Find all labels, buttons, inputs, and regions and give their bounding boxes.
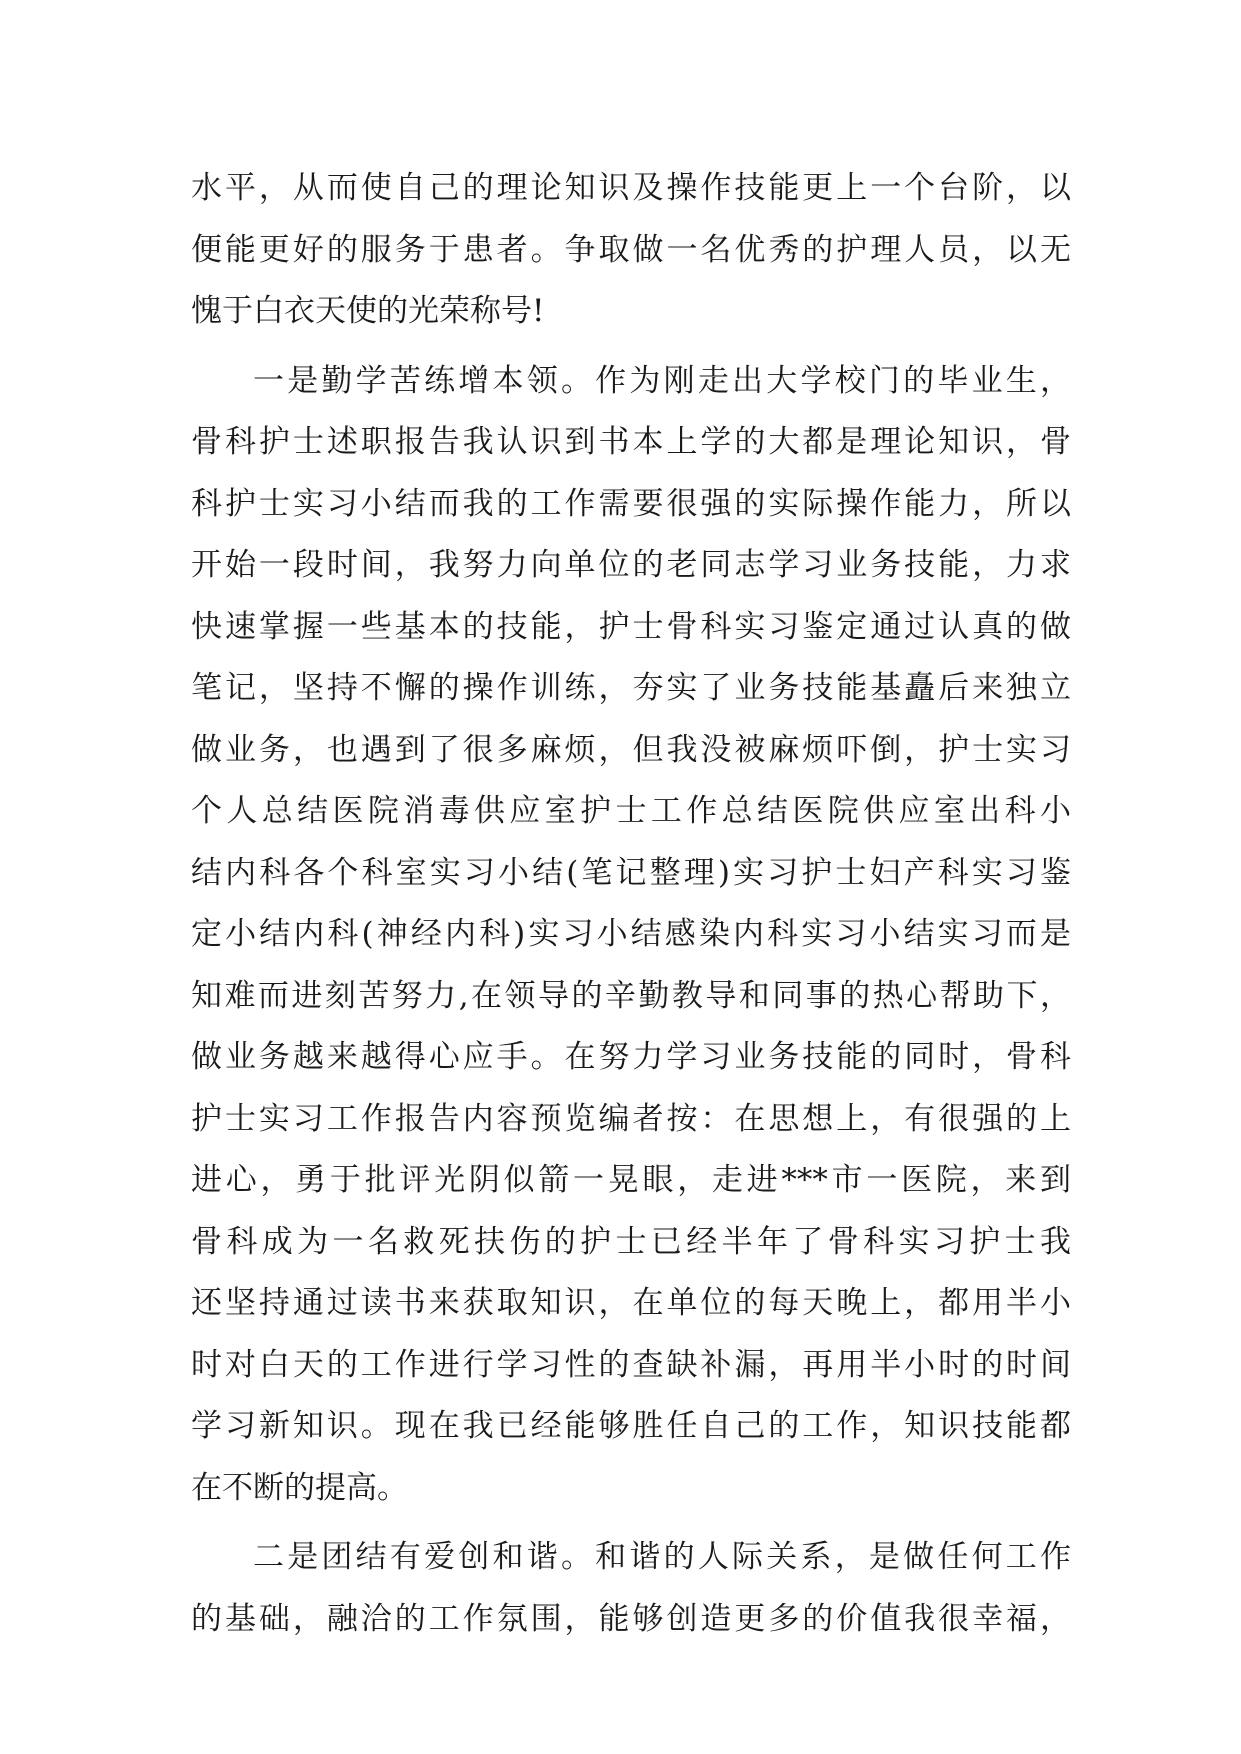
paragraph-point-two — [191, 1527, 1071, 1650]
text-line: 个人总结医院消毒供应室护士工作总结医院供应室出科小 — [191, 793, 1071, 829]
document-body — [191, 158, 1071, 1650]
paragraph-intro-tail — [191, 158, 1071, 343]
paragraph-point-one — [191, 351, 1071, 1520]
text-line: 骨科成为一名救死扶伤的护士已经半年了骨科实习护士我 — [191, 1223, 1071, 1260]
text-line: 二是团结有爱创和谐。和谐的人际关系，是做任何工作 — [253, 1539, 1071, 1575]
text-line: 骨科护士述职报告我认识到书本上学的大都是理论知识，骨 — [191, 424, 1071, 460]
text-line: 做业务越来越得心应手。在努力学习业务技能的同时，骨科 — [191, 1039, 1071, 1075]
text-line: 快速掌握一些基本的技能，护士骨科实习鉴定通过认真的做 — [191, 608, 1071, 645]
text-line: 便能更好的服务于患者。争取做一名优秀的护理人员，以无 — [191, 231, 1071, 268]
text-line: 在不断的提高。 — [191, 1469, 408, 1506]
text-line: 时对白天的工作进行学习性的查缺补漏，再用半小时的时间 — [191, 1346, 1071, 1383]
text-line: 还坚持通过读书来获取知识，在单位的每天晚上，都用半小 — [191, 1285, 1071, 1321]
text-line: 一是勤学苦练增本领。作为刚走出大学校门的毕业生， — [253, 362, 1071, 399]
text-line: 知难而进刻苦努力,在领导的辛勤教导和同事的热心帮助下， — [191, 977, 1071, 1014]
text-line: 愧于白衣天使的光荣称号! — [191, 293, 545, 329]
text-line: 开始一段时间，我努力向单位的老同志学习业务技能，力求 — [191, 547, 1071, 583]
text-line: 进心，勇于批评光阴似箭一晃眼，走进***市一医院，来到 — [191, 1162, 1071, 1198]
text-line: 水平，从而使自己的理论知识及操作技能更上一个台阶，以 — [191, 170, 1071, 206]
text-line: 笔记，坚持不懈的操作训练，夯实了业务技能基矗后来独立 — [191, 670, 1071, 706]
text-line: 科护士实习小结而我的工作需要很强的实际操作能力，所以 — [191, 485, 1071, 522]
text-line: 学习新知识。现在我已经能够胜任自己的工作，知识技能都 — [191, 1408, 1071, 1444]
text-line: 结内科各个科室实习小结(笔记整理)实习护士妇产科实习鉴 — [191, 854, 1071, 891]
text-line: 的基础，融洽的工作氛围，能够创造更多的价值我很幸福， — [191, 1600, 1071, 1637]
text-line: 定小结内科(神经内科)实习小结感染内科实习小结实习而是 — [191, 916, 1071, 952]
text-line: 护士实习工作报告内容预览编者按：在思想上，有很强的上 — [191, 1100, 1071, 1137]
text-line: 做业务，也遇到了很多麻烦，但我没被麻烦吓倒，护士实习 — [191, 731, 1071, 768]
